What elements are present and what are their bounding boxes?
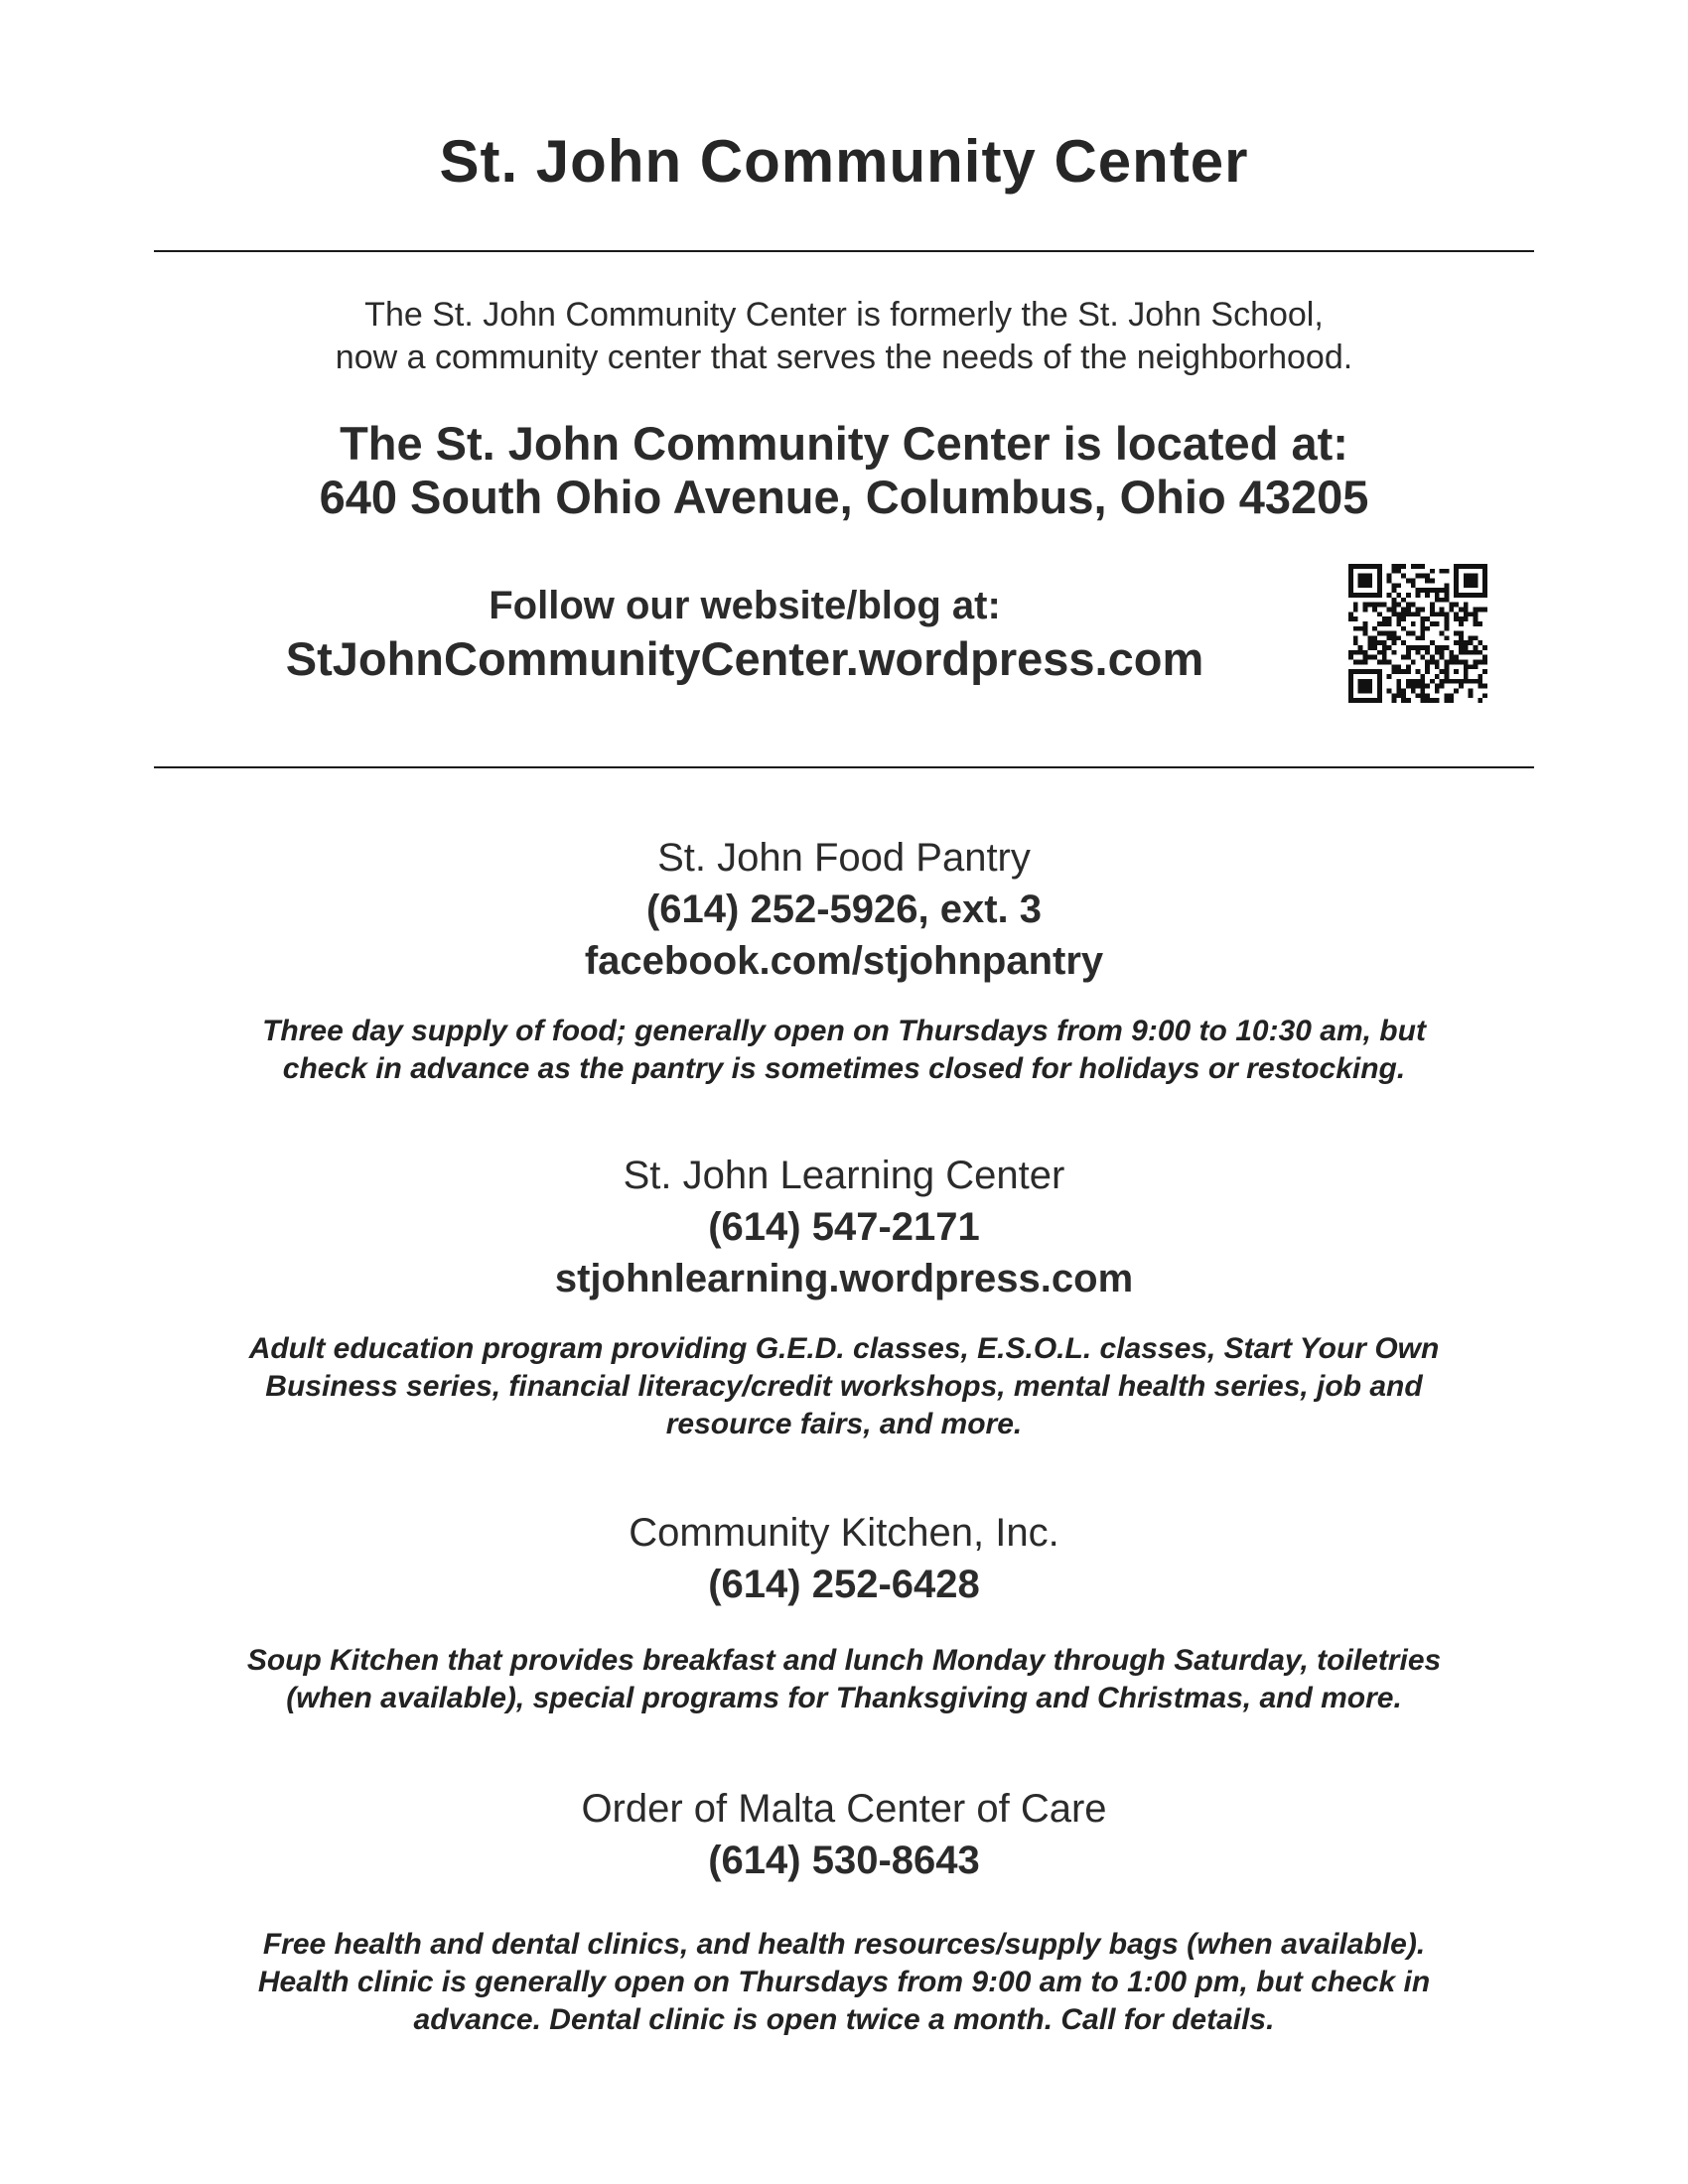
service-description bbox=[149, 1013, 1539, 1088]
service-description bbox=[149, 1330, 1539, 1443]
website-link[interactable]: StJohnCommunityCenter.wordpress.com bbox=[285, 632, 1204, 685]
location-block bbox=[0, 417, 1688, 524]
intro-paragraph bbox=[0, 294, 1688, 379]
service-name: St. John Food Pantry bbox=[657, 836, 1031, 880]
service-phone[interactable]: (614) 547-2171 bbox=[708, 1205, 980, 1249]
description-line: Free health and dental clinics, and health resources/supply bags (when available). bbox=[262, 1928, 1426, 1961]
service-description bbox=[149, 1642, 1539, 1717]
description-line: resource fairs, and more. bbox=[665, 1408, 1023, 1440]
description-line: Three day supply of food; generally open on Thursdays from 9:00 to 10:30 am, but bbox=[262, 1015, 1426, 1047]
qr-code-icon[interactable] bbox=[1348, 564, 1487, 703]
service-food-pantry bbox=[149, 832, 1539, 987]
service-phone[interactable]: (614) 530-8643 bbox=[708, 1839, 980, 1882]
intro-line-2: now a community center that serves the needs of the neighborhood. bbox=[335, 339, 1353, 376]
service-web-link[interactable]: facebook.com/stjohnpantry bbox=[584, 939, 1104, 983]
description-line: Soup Kitchen that provides breakfast and lunch Monday through Saturday, toiletries bbox=[246, 1644, 1442, 1677]
location-address: 640 South Ohio Avenue, Columbus, Ohio 43205 bbox=[319, 471, 1369, 523]
service-name: Community Kitchen, Inc. bbox=[629, 1511, 1059, 1555]
service-phone[interactable]: (614) 252-5926, ext. 3 bbox=[645, 887, 1043, 931]
service-web-link[interactable]: stjohnlearning.wordpress.com bbox=[554, 1257, 1134, 1300]
description-line: Health clinic is generally open on Thursdays from 9:00 am to 1:00 pm, but check in bbox=[257, 1966, 1431, 1998]
service-order-of-malta bbox=[149, 1783, 1539, 1886]
service-community-kitchen bbox=[149, 1507, 1539, 1610]
service-name: Order of Malta Center of Care bbox=[581, 1787, 1107, 1831]
page-title: St. John Community Center bbox=[439, 128, 1249, 195]
description-line: Business series, financial literacy/credit workshops, mental health series, job and bbox=[265, 1370, 1423, 1403]
description-line: advance. Dental clinic is open twice a month. Call for details. bbox=[413, 2003, 1275, 2036]
description-line: check in advance as the pantry is sometimes closed for holidays or restocking. bbox=[282, 1052, 1406, 1085]
service-phone[interactable]: (614) 252-6428 bbox=[708, 1563, 980, 1606]
service-description bbox=[149, 1926, 1539, 2039]
middle-divider bbox=[154, 766, 1534, 768]
description-line: (when available), special programs for Thanksgiving and Christmas, and more. bbox=[286, 1682, 1402, 1714]
service-name: St. John Learning Center bbox=[623, 1154, 1065, 1197]
follow-label: Follow our website/blog at: bbox=[489, 584, 1001, 627]
description-line: Adult education program providing G.E.D. classes, E.S.O.L. classes, Start Your Own bbox=[248, 1332, 1440, 1365]
location-line-1: The St. John Community Center is located at: bbox=[340, 417, 1348, 470]
intro-line-1: The St. John Community Center is formerly the St. John School, bbox=[364, 296, 1324, 334]
top-divider bbox=[154, 250, 1534, 252]
service-learning-center bbox=[149, 1150, 1539, 1304]
